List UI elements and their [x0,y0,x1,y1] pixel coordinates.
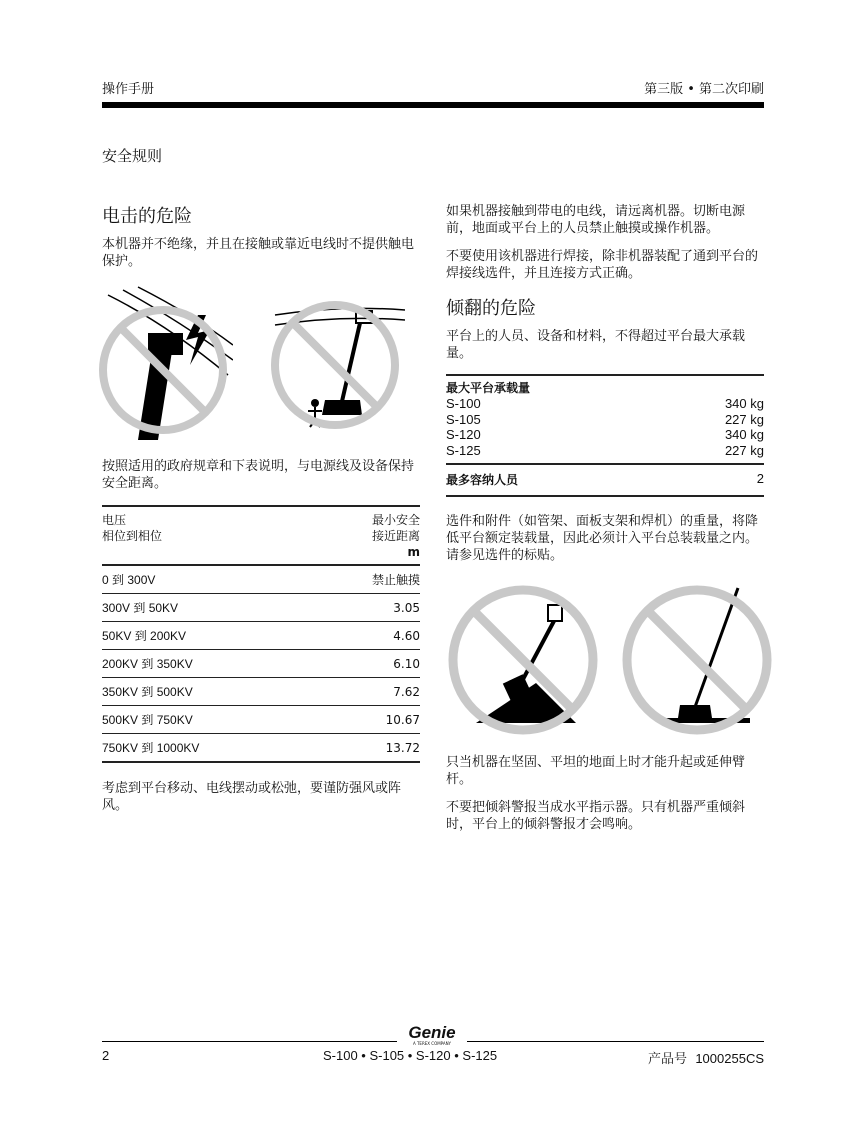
clearance-table-header [102,507,420,566]
prohibited-contact-powerline-illustration [98,285,233,445]
voltage-cell: 750KV 到 1000KV [102,741,200,755]
table-row [102,650,420,678]
header-left: 操作手册 [102,82,155,97]
occupants-value: 2 [756,471,764,486]
part-label: 产品号 [648,1052,688,1067]
voltage-cell: 200KV 到 350KV [102,657,193,671]
header-right: 第三版 • 第二次印刷 [644,82,764,97]
voltage-cell: 300V 到 50KV [102,601,179,615]
col-voltage-sublabel: 相位到相位 [102,529,163,543]
capacity-value: 227 kg [724,411,764,427]
prohibited-approach-powerline-illustration [270,285,405,445]
table-row [102,566,420,594]
contact-instruction: 如果机器接触到带电的电线，请远离机器。切断电源前，地面或平台上的人员禁止触摸或操作机器。 [446,204,746,236]
table-row [102,622,420,650]
footer-rule-right [467,1041,764,1042]
distance-cell: 10.67 [385,712,420,727]
distance-cell: 13.72 [385,740,420,755]
prohibited-extended-boom-illustration [620,583,775,738]
part-number: 1000255CS [695,1051,764,1066]
welding-instruction: 不要使用该机器进行焊接，除非机器装配了通到平台的焊接线选件，并且连接方式正确。 [446,249,759,281]
capacity-table [446,374,764,497]
col-distance-sublabel: 接近距离 [371,529,420,543]
model: S-120 [446,427,481,442]
col-distance-unit: m [407,545,420,559]
capacity-row [446,412,764,428]
electrocution-intro: 本机器并不绝缘，并且在接触或靠近电线时不提供触电保护。 [102,237,415,269]
distance-cell: 3.05 [393,600,420,615]
model: S-100 [446,396,481,411]
footer-models: S-100 • S-105 • S-120 • S-125 [323,1048,498,1063]
electrocution-heading: 电击的危险 [102,206,192,227]
capacity-instruction: 平台上的人员、设备和材料，不得超过平台最大承载量。 [446,329,746,361]
clearance-table [102,505,420,763]
page-number: 2 [102,1048,110,1063]
table-row [102,678,420,706]
logo-subtext: A TEREX COMPANY [412,1041,452,1046]
voltage-cell: 500KV 到 750KV [102,713,193,727]
capacity-value: 340 kg [724,396,764,411]
genie-logo [400,1024,464,1046]
voltage-cell: 50KV 到 200KV [102,629,187,643]
footer-part-number [648,1048,764,1067]
distance-cell: 4.60 [393,628,420,643]
distance-cell: 6.10 [393,656,420,671]
col-distance-label: 最小安全 [371,513,420,527]
capacity-value: 340 kg [724,427,764,442]
level-ground-note: 只当机器在坚固、平坦的地面上时才能升起或延伸臂杆。 [446,755,746,787]
occupants-label: 最多容纳人员 [446,473,519,487]
section-title: 安全规则 [102,147,163,165]
distance-cell: 7.62 [393,684,420,699]
col-voltage-label: 电压 [102,513,127,527]
logo-text: Genie [408,1023,456,1042]
model: S-125 [446,442,481,458]
capacity-title: 最大平台承载量 [446,381,531,395]
capacity-value: 227 kg [724,442,764,458]
distance-cell: 禁止触摸 [371,573,420,587]
prohibited-slope-illustration [446,583,601,738]
clearance-instruction: 按照适用的政府规章和下表说明，与电源线及设备保持安全距离。 [102,459,415,491]
footer-rule-left [102,1041,397,1042]
capacity-row [446,396,764,412]
wind-note: 考虑到平台移动、电线摆动或松弛，要谨防强风或阵风。 [102,781,402,813]
tip-over-heading: 倾翻的危险 [446,298,536,319]
voltage-cell: 0 到 300V [102,573,156,587]
table-row [102,734,420,763]
voltage-cell: 350KV 到 500KV [102,685,193,699]
tilt-alarm-note: 不要把倾斜警报当成水平指示器。只有机器严重倾斜时，平台上的倾斜警报才会鸣响。 [446,800,746,832]
capacity-row [446,427,764,443]
table-row [102,706,420,734]
accessories-note: 选件和附件（如管架、面板支架和焊机）的重量，将降低平台额定装载量，因此必须计入平台总装载量之内。请参见选件的标贴。 [446,514,759,563]
capacity-row [446,443,764,466]
header-rule [102,102,764,108]
model: S-105 [446,411,481,427]
table-row [102,594,420,622]
occupants-row [446,465,764,497]
